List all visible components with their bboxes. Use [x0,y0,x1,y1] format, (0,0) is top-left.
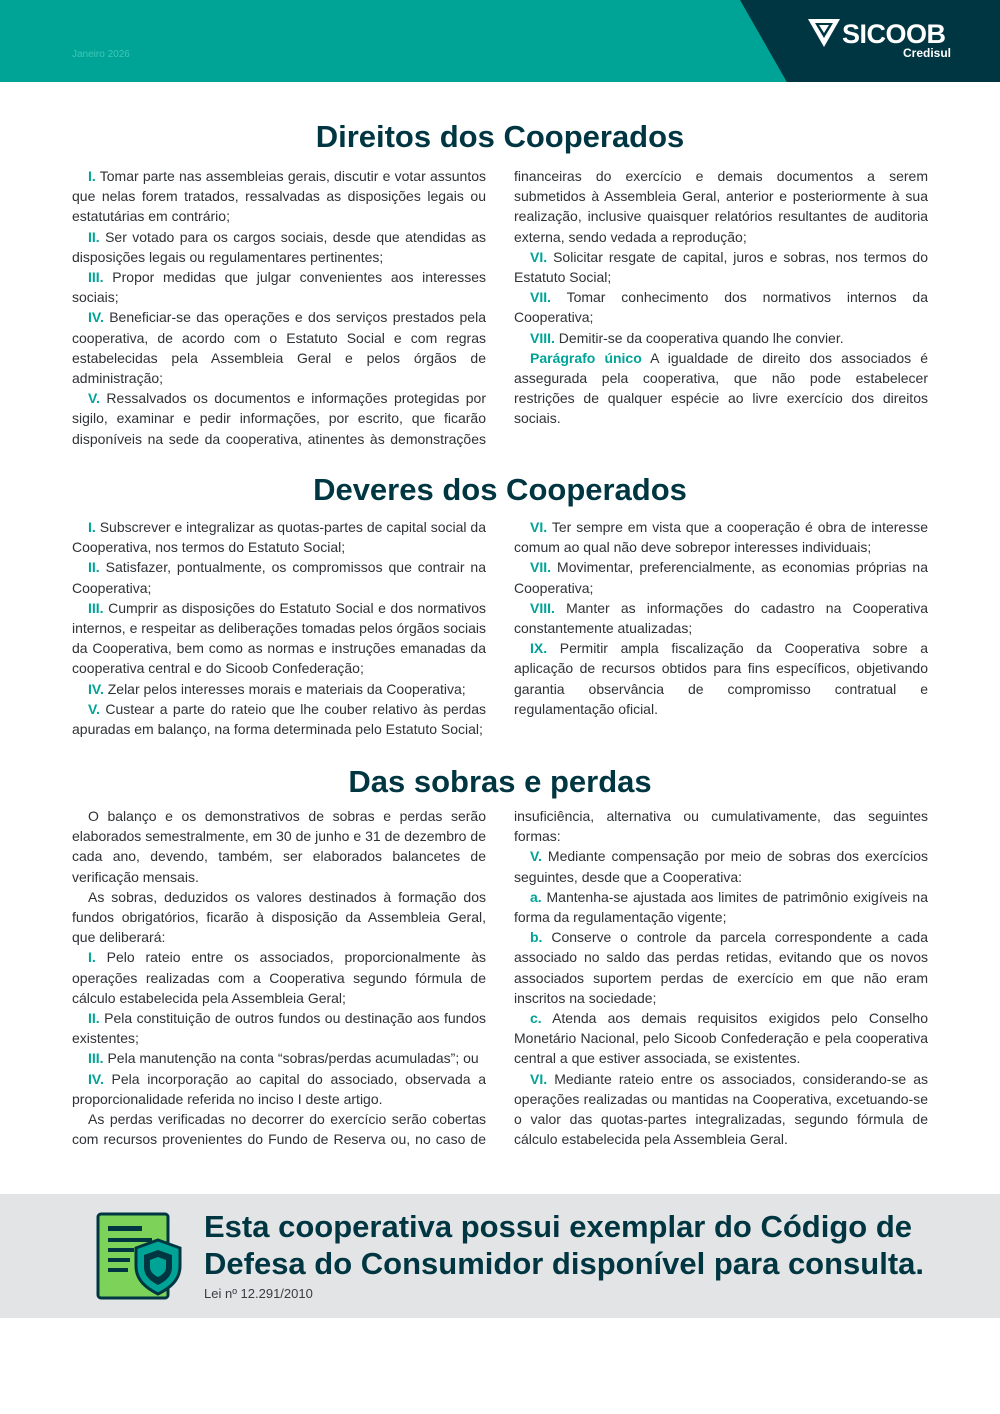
item-text: Tomar conhecimento dos normativos internos da Cooperativa; [514,289,928,326]
consumer-code-banner [0,1194,1000,1318]
section-paragraph [72,699,486,739]
item-text: Movimentar, preferencialmente, as economias próprias na Cooperativa; [514,559,928,596]
item-text: Conserve o controle da parcela correspondente a cada associado no saldo das perdas retidas, evitando que os novos associados suportem perdas de exercício em que não eram inscritos na sociedade; [514,929,928,1006]
section-paragraph [72,517,486,557]
section-paragraph [514,557,928,597]
item-label: IV. [88,1070,104,1087]
item-label: VII. [530,559,552,576]
section-paragraph [514,927,928,1008]
section-paragraph [72,947,486,1008]
item-label: III. [88,269,104,286]
item-text: Pelo rateio entre os associados, proporcionalmente às operações realizadas com a Cooperativa segundo fórmula de cálculo estabelecida pela Assembleia Geral; [72,949,487,1006]
section-paragraph [72,598,486,679]
section-paragraph [72,679,486,699]
item-label: a. [530,888,542,905]
item-label: Parágrafo único [530,349,642,366]
item-text: Subscrever e integralizar as quotas-partes de capital social da Cooperativa, nos termos do Estatuto Social; [72,519,487,556]
section-paragraph [514,1008,928,1069]
section-paragraph [72,166,486,227]
section-title-sobras: Das sobras e perdas [348,764,652,799]
item-text: Zelar pelos interesses morais e materiais da Cooperativa; [107,680,466,697]
section-paragraph [72,227,486,267]
brand-name: SICOOB [842,19,946,49]
section-paragraph [72,267,486,307]
item-label: V. [88,390,100,407]
document-shield-icon [96,1212,188,1302]
item-text: Beneficiar-se das operações e dos serviços prestados pela cooperativa, de acordo com o Estatuto Social e com regras estabelecidas pela Assembleia Geral e pelos órgãos de administração; [72,309,486,387]
item-text: Ser votado para os cargos sociais, desde que atendidas as disposições legais ou regulamentares pertinentes; [72,228,487,265]
item-text: Mediante rateio entre os associados, considerando-se as operações realizadas ou mantidas na Cooperativa, excetuando-se o valor das quotas-partes integralizadas, segundo fórmula de cálculo estabelecida pela Assembleia Geral. [514,1070,929,1148]
item-label: I. [88,949,96,966]
item-text: Tomar parte nas assembleias gerais, discutir e votar assuntos que nelas forem tratados, ressalvadas as disposições legais ou estatutárias em contrário; [72,168,486,225]
section-paragraph [72,1069,486,1109]
banner-message: Esta cooperativa possui exemplar do Código de Defesa do Consumidor disponível para consulta. [204,1209,925,1281]
sicoob-logo [808,19,953,63]
item-label: I. [88,519,96,535]
item-text: Satisfazer, pontualmente, os compromissos que contrair na Cooperativa; [72,559,487,596]
item-label: II. [88,1010,100,1027]
section-paragraph [72,307,486,388]
header-bar [0,0,1000,82]
law-reference: Lei nº 12.291/2010 [204,1286,313,1301]
item-label: VII. [530,289,552,306]
sicoob-logo-icon [808,19,840,49]
section-body-deveres [72,517,928,739]
brand-subname: Credisul [902,46,951,60]
item-text: A igualdade de direito dos associados é assegurada pela cooperativa, que não pode estabelecer restrições de qualquer espécie ao livre exercício dos direitos sociais. [514,349,928,427]
section-paragraph [514,247,928,287]
item-text: Permitir ampla fiscalização da Cooperativa sobre a aplicação de recursos obtidos para fins específicos, objetivando garantia observância de compromisso contratual e regulamentação oficial. [514,640,928,717]
item-text: O balanço e os demonstrativos de sobras e perdas serão elaborados semestralmente, em 30 de junho e 31 de dezembro de cada ano, devendo, também, ser elaborados balancetes de verificação mensais. [72,808,486,885]
section-paragraph [72,806,486,887]
item-label: I. [88,168,96,184]
item-label: III. [88,599,104,616]
item-label: VIII. [530,329,555,346]
item-label: IV. [88,309,104,326]
item-text: As perdas verificadas no decorrer do exercício serão cobertas com recursos provenientes do Fundo de Reserva ou, no caso de insuficiência, alternativa ou cumulativamente, das seguintes formas: [72,808,928,1148]
item-text: Manter as informações do cadastro na Cooperativa constantemente atualizadas; [514,599,929,637]
item-label: IV. [88,680,104,697]
item-text: Pela constituição de outros fundos ou destinação aos fundos existentes; [72,1010,487,1047]
item-text: Custear a parte do rateio que lhe couber relativo às perdas apuradas em balanço, na forma determinada pelo Estatuto Social; [72,700,487,738]
section-paragraph [514,846,928,886]
item-text: Atenda aos demais requisitos exigidos pelo Conselho Monetário Nacional, pelo Sicoob Confederação e pela cooperativa central a que estiver associada, se existentes. [514,1010,928,1067]
item-text: Pela incorporação ao capital do associado, observada a proporcionalidade referida no inciso I deste artigo. [72,1070,486,1107]
section-paragraph [514,287,928,327]
item-label: VI. [530,1070,548,1087]
item-label: III. [88,1050,104,1067]
item-label: IX. [530,640,548,657]
section-body-sobras [72,806,928,1149]
item-text: Ressalvados os documentos e informações protegidas por sigilo, examinar e pedir informações, por escrito, que ficarão disponíveis na sede da cooperativa, atinentes às demonstrações financeiras do exercício e demais documentos a serem submetidos à Assembleia Geral, anterior e posteriormente à sua realização, inclusive quaisquer relatórios resultantes de auditoria externa, sendo vedada a reprodução; [72,168,928,447]
section-paragraph [514,517,928,557]
item-label: VI. [530,248,548,265]
section-paragraph [514,328,928,348]
section-paragraph [72,1048,486,1068]
item-text: Ter sempre em vista que a cooperação é obra de interesse comum ao qual não deve sobrepor interesses individuais; [514,519,928,556]
item-text: Propor medidas que julgar convenientes aos interesses sociais; [72,269,486,306]
item-label: VI. [530,519,548,535]
section-paragraph [514,1069,928,1150]
section-paragraph [72,557,486,597]
item-text: Demitir-se da cooperativa quando lhe convier. [558,329,844,346]
item-label: II. [88,559,100,576]
item-label: V. [530,848,542,865]
issue-date: Janeiro 2026 [72,49,130,60]
item-text: Mediante compensação por meio de sobras dos exercícios seguintes, desde que a Cooperativa: [514,848,929,885]
item-text: Cumprir as disposições do Estatuto Social e dos normativos internos, e respeitar as deliberações tomadas pelos órgãos sociais da Cooperativa, bem como as normas e instruções emanadas da cooperativa central e do Sicoob Confederação; [72,599,487,677]
section-paragraph [514,598,928,638]
item-text: Mantenha-se ajustada aos limites de patrimônio exigíveis na forma da regulamentação vigente; [514,888,928,926]
section-paragraph [514,348,928,429]
section-title-deveres: Deveres dos Cooperados [313,472,687,507]
section-paragraph [514,638,928,719]
item-label: c. [530,1010,542,1027]
section-title-direitos: Direitos dos Cooperados [315,119,685,154]
item-label: VIII. [530,599,555,616]
item-label: II. [88,228,100,245]
section-paragraph [72,1008,486,1048]
item-text: Solicitar resgate de capital, juros e sobras, nos termos do Estatuto Social; [514,248,928,286]
item-label: V. [88,700,100,717]
section-paragraph [514,887,928,927]
item-label: b. [530,929,543,946]
item-text: Pela manutenção na conta “sobras/perdas acumuladas”; ou [107,1050,479,1067]
item-text: As sobras, deduzidos os valores destinados à formação dos fundos obrigatórios, ficarão à disposição da Assembleia Geral, que deliberará: [72,888,486,946]
section-paragraph [72,887,486,948]
section-body-direitos [72,166,928,449]
